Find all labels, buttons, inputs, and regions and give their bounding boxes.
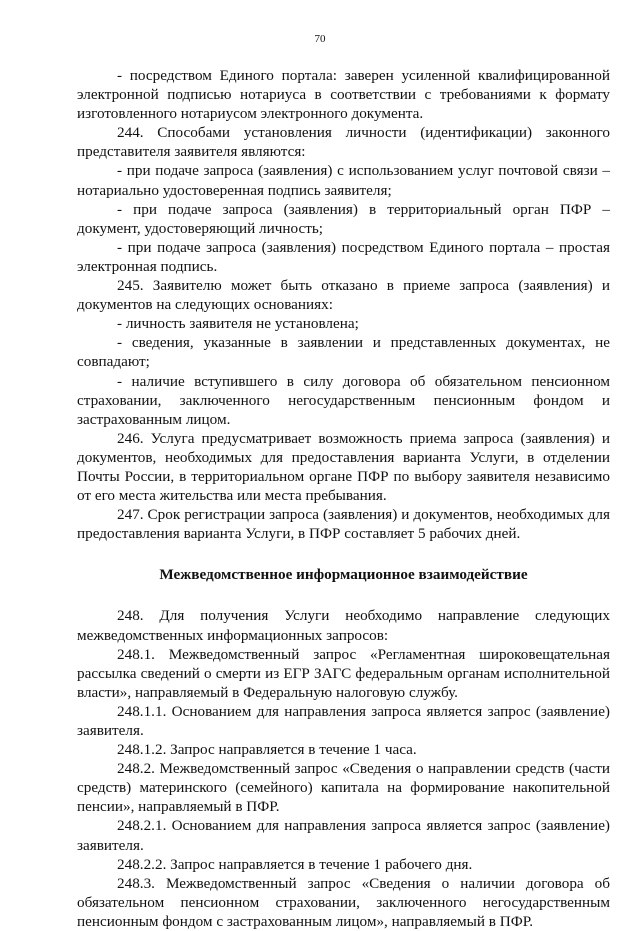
paragraph: 247. Срок регистрации запроса (заявления) и документов, необходимых для предоставления варианта Услуги, в ПФР составляет 5 рабочих дней. (77, 506, 610, 543)
section-heading: Межведомственное информационное взаимодействие (159, 566, 528, 584)
paragraph: 246. Услуга предусматривает возможность приема запроса (заявления) и документов, необходимых для предоставления варианта Услуги, в отделении Почты России, в территориальном органе ПФР по выбору заявителя независимо от его места жительства или места пребывания. (77, 429, 610, 505)
paragraph: 248.1.2. Запрос направляется в течение 1 часа. (117, 741, 417, 759)
paragraph: 248.1. Межведомственный запрос «Регламентная широковещательная рассылка сведений о смерти из ЕГР ЗАГС федеральным органам исполнительной власти», направляемый в Федеральную налоговую службу. (77, 645, 610, 701)
document-body (77, 66, 610, 931)
paragraph: 245. Заявителю может быть отказано в приеме запроса (заявления) и документов на следующих основаниях: (77, 277, 610, 314)
paragraph: 244. Способами установления личности (идентификации) законного представителя заявителя являются: (77, 124, 610, 161)
page-number: 70 (314, 33, 326, 45)
paragraph: - при подаче запроса (заявления) посредством Единого портала – простая электронная подпись. (77, 238, 610, 275)
paragraph: 248.2. Межведомственный запрос «Сведения о направлении средств (части средств) материнского (семейного) капитала на формирование накопительной пенсии», направляемый в ПФР. (77, 760, 610, 816)
paragraph: - сведения, указанные в заявлении и представленных документах, не совпадают; (77, 334, 610, 371)
paragraph: 248. Для получения Услуги необходимо направление следующих межведомственных информационных запросов: (77, 607, 610, 644)
paragraph: - наличие вступившего в силу договора об обязательном пенсионном страховании, заключенного негосударственным пенсионным фондом и застрахованным лицом. (77, 372, 610, 428)
paragraph: - при подаче запроса (заявления) в территориальный орган ПФР – документ, удостоверяющий личность; (77, 200, 610, 237)
paragraph: 248.2.1. Основанием для направления запроса является запрос (заявление) заявителя. (77, 817, 610, 854)
paragraph: - личность заявителя не установлена; (117, 315, 359, 333)
paragraph: - посредством Единого портала: заверен усиленной квалифицированной электронной подписью нотариуса в соответствии с требованиями к формату изготовленного нотариусом электронного документа. (77, 67, 610, 123)
paragraph: 248.1.1. Основанием для направления запроса является запрос (заявление) заявителя. (77, 702, 610, 739)
paragraph: - при подаче запроса (заявления) с использованием услуг почтовой связи – нотариально удостоверенная подпись заявителя; (77, 162, 610, 199)
paragraph: 248.2.2. Запрос направляется в течение 1 рабочего дня. (117, 855, 473, 873)
paragraph: 248.3. Межведомственный запрос «Сведения о наличии договора об обязательном пенсионном страховании, заключенного негосударственным пенсионным фондом с застрахованным лицом», направляемый в ПФР. (77, 874, 610, 930)
